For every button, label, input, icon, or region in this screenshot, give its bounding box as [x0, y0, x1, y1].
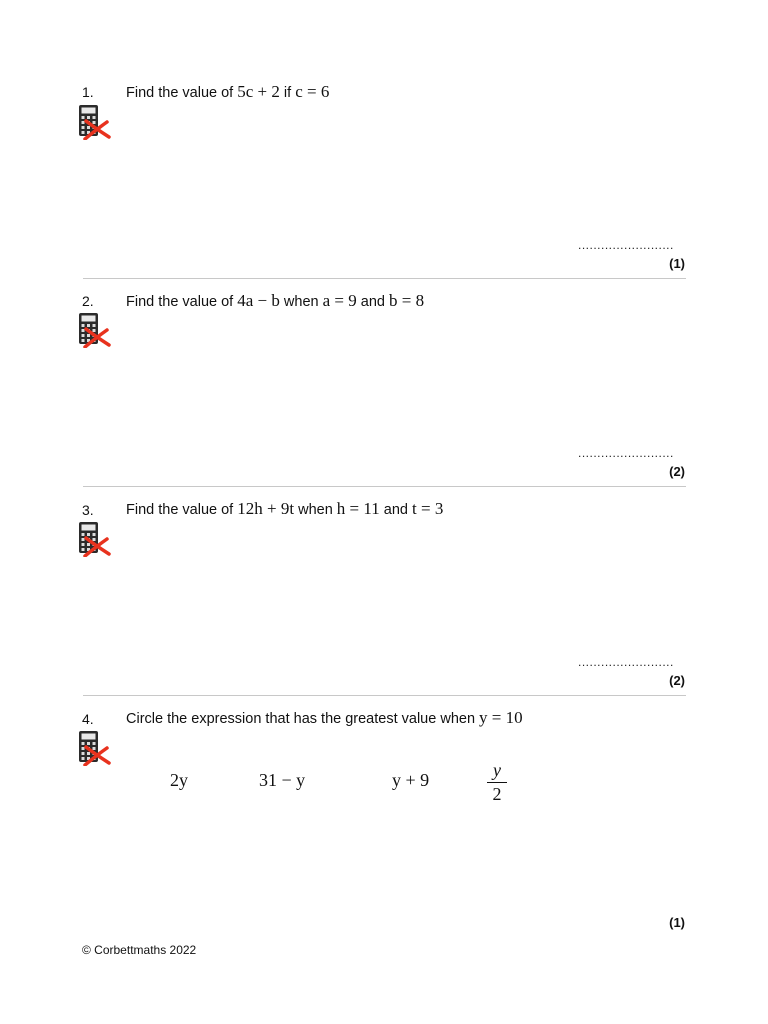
divider: [83, 486, 686, 487]
condition: y = 10: [479, 708, 523, 727]
question-text: Circle the expression that has the greatest value when y = 10: [126, 708, 523, 727]
condition: a = 9: [322, 291, 357, 310]
option-y-over-2[interactable]: [487, 760, 507, 805]
marks-label: (1): [669, 256, 685, 271]
divider: [83, 278, 686, 279]
no-calculator-icon: [77, 730, 111, 766]
no-calculator-icon: [77, 104, 111, 140]
no-calculator-icon: [77, 521, 111, 557]
answer-line: .........................: [578, 238, 674, 252]
answer-line: .........................: [578, 446, 674, 460]
fraction-bar: [487, 782, 507, 783]
marks-label: (2): [669, 464, 685, 479]
question-text: Find the value of 12h + 9t when h = 11 and t = 3: [126, 499, 444, 518]
condition: h = 11: [336, 499, 380, 518]
option-2y[interactable]: 2y: [170, 770, 188, 790]
question-text: Find the value of 5c + 2 if c = 6: [126, 82, 330, 101]
fraction-numerator: y: [493, 760, 501, 780]
condition: c = 6: [295, 82, 330, 101]
condition: t = 3: [412, 499, 444, 518]
marks-label: (1): [669, 915, 685, 930]
expression: 12h + 9t: [237, 499, 295, 518]
question-text: Find the value of 4a − b when a = 9 and b = 8: [126, 291, 425, 310]
option-y-plus-9[interactable]: y + 9: [392, 770, 430, 790]
divider: [83, 695, 686, 696]
expression: 4a − b: [237, 291, 280, 310]
marks-label: (2): [669, 673, 685, 688]
expression: 5c + 2: [237, 82, 280, 101]
copyright-footer: © Corbettmaths 2022: [82, 943, 197, 957]
question-number: 4.: [82, 711, 94, 727]
option-31-minus-y[interactable]: 31 − y: [259, 770, 306, 790]
fraction-denominator: 2: [492, 784, 502, 804]
answer-line: .........................: [578, 655, 674, 669]
condition: b = 8: [389, 291, 425, 310]
question-number: 1.: [82, 84, 94, 100]
question-number: 2.: [82, 293, 94, 309]
question-number: 3.: [82, 502, 94, 518]
no-calculator-icon: [77, 312, 111, 348]
